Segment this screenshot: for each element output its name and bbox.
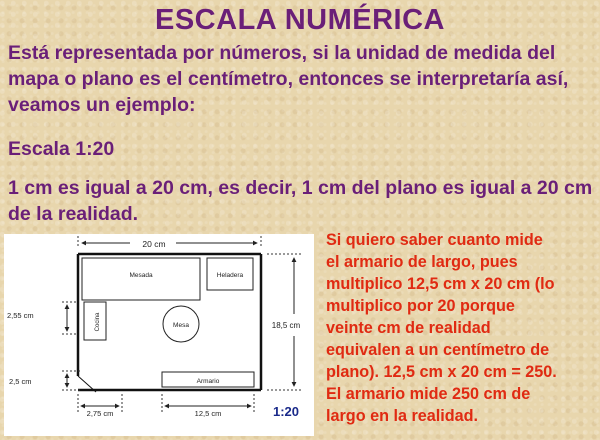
cocina-label: Cocina	[95, 312, 101, 332]
scale-label: Escala 1:20	[8, 138, 115, 160]
mesada-label: Mesada	[129, 272, 153, 279]
armario-label: Armario	[196, 378, 220, 385]
mesa-label: Mesa	[173, 322, 189, 329]
width-label: 20 cm	[142, 239, 166, 249]
height-label: 18,5 cm	[271, 321, 301, 330]
intro-paragraph: Está representada por números, si la unidad de medida del mapa o plano es el centímetro, entonces se interpretaría así, veamos un ejemplo:	[8, 42, 569, 116]
heladera	[207, 258, 253, 290]
heladera-label: Heladera	[216, 272, 244, 279]
armario	[162, 372, 254, 387]
page-title: ESCALA NUMÉRICA	[155, 4, 445, 36]
floor-plan	[4, 234, 314, 436]
mesada	[82, 258, 200, 300]
cocina	[84, 302, 106, 340]
height-dimension	[267, 254, 301, 390]
bottom-left-label: 2,75 cm	[86, 409, 114, 418]
left-dimensions	[7, 302, 80, 390]
equivalence-paragraph: 1 cm es igual a 20 cm, es decir, 1 cm del plano es igual a 20 cm de la realidad.	[8, 177, 593, 225]
bottom-mid-label: 12,5 cm	[194, 409, 222, 418]
left-upper-label: 2,55 cm	[7, 311, 34, 320]
bottom-dimensions	[78, 394, 254, 418]
floor-plan-drawing	[4, 234, 314, 436]
explanation-text: Si quiero saber cuanto mide el armario de largo, pues multiplico 12,5 cm x 20 cm (lo multiplico por 20 porque veinte cm de realidad equivalen a un centímetro de plano). 12,5 cm x 20 cm = 250. El armario mide 250 cm de largo en la realidad.	[326, 231, 557, 425]
left-lower-label: 2,5 cm	[9, 377, 32, 386]
plan-scale: 1:20	[272, 404, 300, 419]
width-dimension	[78, 236, 261, 249]
mesa	[163, 306, 199, 342]
